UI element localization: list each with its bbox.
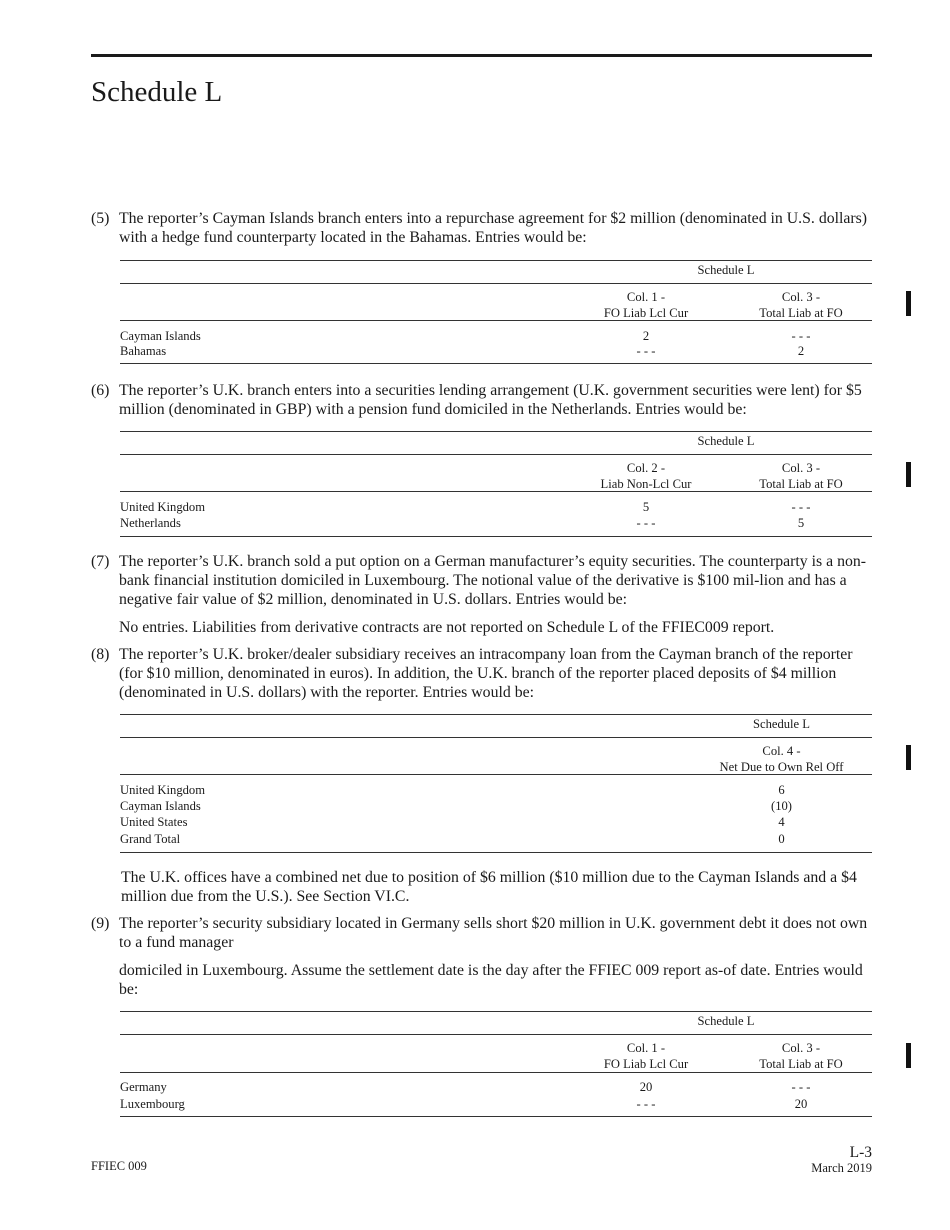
example-8-paragraph xyxy=(91,645,872,702)
table-rule xyxy=(120,260,872,261)
example-5-paragraph xyxy=(91,209,872,247)
column-header-line: Total Liab at FO xyxy=(759,1057,843,1071)
row-label: United Kingdom xyxy=(120,500,206,514)
table-cell: 20 xyxy=(639,1080,653,1094)
table-cell: 20 xyxy=(794,1097,808,1111)
table-rule xyxy=(120,1011,872,1012)
column-header-line: Col. 1 - xyxy=(626,290,666,304)
table-rule xyxy=(120,1072,872,1073)
page-number: L-3 xyxy=(849,1144,872,1161)
column-header xyxy=(721,1040,881,1072)
table-group-header: Schedule L xyxy=(697,263,755,277)
revision-date: March 2019 xyxy=(811,1161,872,1175)
table-cell: 4 xyxy=(778,815,785,829)
column-header-line: Col. 4 - xyxy=(762,744,801,758)
table-rule xyxy=(120,454,872,455)
table-cell: 2 xyxy=(642,329,650,343)
column-header xyxy=(566,460,726,492)
example-text: The reporter’s U.K. branch sold a put option on a German manufacturer’s equity securities. The counterparty is a non-bank financial institution domiciled in Luxembourg. The notional value of the derivative is $100 mil-lion and has a negative fair value of $2 million, denominated in U.S. dollars. Entries would be: xyxy=(119,553,867,608)
example-9-paragraph xyxy=(91,914,872,952)
example-6-table xyxy=(120,430,872,536)
example-number: (6) xyxy=(91,382,110,399)
example-6-paragraph xyxy=(91,381,872,419)
column-header-line: Total Liab at FO xyxy=(759,477,843,491)
table-rule xyxy=(120,774,872,775)
table-cell: 5 xyxy=(642,500,650,514)
table-group-header: Schedule L xyxy=(697,434,755,448)
column-header-line: FO Liab Lcl Cur xyxy=(603,1057,689,1071)
example-9-table xyxy=(120,1010,872,1118)
table-cell: 2 xyxy=(797,344,805,358)
column-header xyxy=(690,743,873,775)
column-header-line: Col. 3 - xyxy=(781,290,821,304)
table-cell: - - - xyxy=(636,516,656,530)
table-rule xyxy=(120,737,872,738)
change-bar xyxy=(906,1043,911,1068)
example-number: (7) xyxy=(91,553,110,570)
table-rule xyxy=(120,714,872,715)
footer-page-info xyxy=(811,1144,872,1176)
example-7-note: No entries. Liabilities from derivative contracts are not reported on Schedule L of the FFIEC009 report. xyxy=(119,619,775,636)
footer-form-name: FFIEC 009 xyxy=(91,1159,147,1173)
example-number: (8) xyxy=(91,646,110,663)
example-9-continuation: domiciled in Luxembourg. Assume the settlement date is the day after the FFIEC 009 report as-of date. Entries would be: xyxy=(119,962,863,998)
table-cell: 0 xyxy=(778,832,785,846)
example-text: The reporter’s security subsidiary located in Germany sells short $20 million in U.K. government debt it does not own to a fund manager xyxy=(119,915,868,951)
change-bar xyxy=(906,462,911,487)
table-rule xyxy=(120,852,872,853)
table-cell: 6 xyxy=(778,783,785,797)
table-cell: 5 xyxy=(797,516,805,530)
column-header-line: Liab Non-Lcl Cur xyxy=(600,477,692,491)
table-rule xyxy=(120,1116,872,1117)
column-header xyxy=(566,1040,726,1072)
table-cell: - - - xyxy=(636,1097,656,1111)
table-rule xyxy=(120,491,872,492)
table-cell: (10) xyxy=(771,799,792,813)
table-rule xyxy=(120,363,872,364)
table-cell: - - - xyxy=(791,329,811,343)
row-label: Grand Total xyxy=(120,832,181,846)
column-header-line: Col. 1 - xyxy=(626,1041,666,1055)
example-5-table xyxy=(120,259,872,365)
top-rule xyxy=(91,54,872,57)
table-rule xyxy=(120,431,872,432)
table-rule xyxy=(120,1034,872,1035)
example-text: The reporter’s U.K. broker/dealer subsidiary receives an intracompany loan from the Cayman branch of the reporter (for $10 million, denominated in euros). In addition, the U.K. branch of the reporter placed deposits of $4 million (denominated in U.S. dollars) with the reporter. Entries would be: xyxy=(119,646,853,701)
row-label: Luxembourg xyxy=(120,1097,185,1111)
example-8-table xyxy=(120,713,872,855)
table-group-header: Schedule L xyxy=(752,717,810,731)
column-header xyxy=(566,289,726,321)
example-8-note: The U.K. offices have a combined net due to position of $6 million ($10 million due to the Cayman Islands and a $4 million due from the U.S.). See Section VI.C. xyxy=(121,869,857,905)
example-text: The reporter’s Cayman Islands branch enters into a repurchase agreement for $2 million (denominated in U.S. dollars) with a hedge fund counterparty located in the Bahamas. Entries would be: xyxy=(119,210,868,246)
table-rule xyxy=(120,283,872,284)
example-text: The reporter’s U.K. branch enters into a securities lending arrangement (U.K. government securities were lent) for $5 million (denominated in GBP) with a pension fund domiciled in the Netherlands. Entries would be: xyxy=(119,382,862,418)
row-label: Cayman Islands xyxy=(120,329,201,343)
row-label: Cayman Islands xyxy=(120,799,201,813)
table-cell: - - - xyxy=(791,500,811,514)
change-bar xyxy=(906,291,911,316)
column-header xyxy=(721,289,881,321)
row-label: Netherlands xyxy=(120,516,181,530)
table-group-header: Schedule L xyxy=(697,1014,755,1028)
table-cell: - - - xyxy=(791,1080,811,1094)
row-label: United States xyxy=(120,815,188,829)
table-rule xyxy=(120,536,872,537)
table-rule xyxy=(120,320,872,321)
change-bar xyxy=(906,745,911,770)
table-cell: - - - xyxy=(636,344,656,358)
example-number: (9) xyxy=(91,915,110,932)
column-header-line: Net Due to Own Rel Off xyxy=(719,760,844,774)
column-header xyxy=(721,460,881,492)
column-header-line: Col. 3 - xyxy=(781,461,821,475)
column-header-line: Col. 2 - xyxy=(626,461,666,475)
row-label: Bahamas xyxy=(120,344,167,358)
example-number: (5) xyxy=(91,210,110,227)
row-label: Germany xyxy=(120,1080,167,1094)
column-header-line: FO Liab Lcl Cur xyxy=(603,306,689,320)
row-label: United Kingdom xyxy=(120,783,206,797)
example-7-paragraph xyxy=(91,552,872,609)
page-title: Schedule L xyxy=(91,76,223,108)
column-header-line: Total Liab at FO xyxy=(759,306,843,320)
column-header-line: Col. 3 - xyxy=(781,1041,821,1055)
